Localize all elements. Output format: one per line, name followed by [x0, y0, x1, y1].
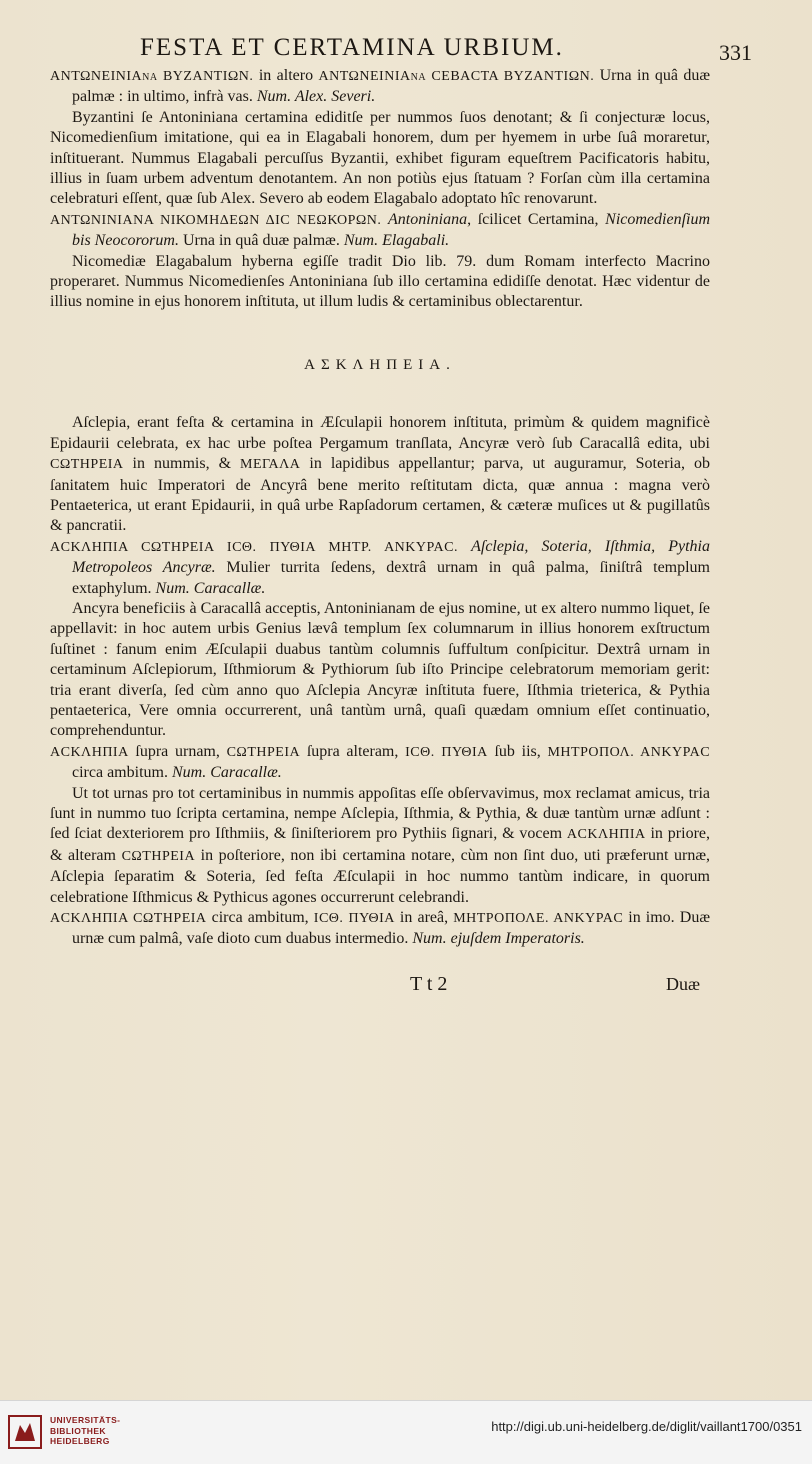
- italic-text: Num. Elagabali.: [343, 232, 450, 250]
- greek-legend: ΑΝΤΩΝΕΙΝΙΑνα ϹΕΒΑϹΤΑ ΒΥΖΑΝΤΙΩΝ.: [318, 69, 595, 84]
- library-name-line: HEIDELBERG: [50, 1436, 110, 1446]
- body-text: [50, 66, 710, 1000]
- text-run: Urna in quâ duæ palmæ.: [178, 232, 344, 250]
- library-logo[interactable]: [8, 1411, 168, 1455]
- italic-text: Aſclepia, Soteria, Iſthmia, Pythia Metropoleos Ancyræ.: [72, 537, 710, 577]
- page-header: [60, 34, 752, 66]
- text-run: Byzantini ſe Antoniniana certamina ediditſe per nummos ſuos denotant; & ſi conjecturæ locus, Nicomedienſium imitatione, qui ea in Elagabali honorem, dum per hyemem in urbe ſuâ moraretur, inſtituerant. Nummus Elagabali percuſſus Byzantii, exhibet figuram equeſtrem Pacificatoris habitu, illius in ſuam urbem adventum denotantem. An non potiùs ejus ſtatuam ? Forſan cùm illa certamina celebraturi eſſent, quæ ſub Alex. Severo ab eodem Elagabalo adoptato hîc renovarunt.: [50, 108, 710, 208]
- text-run: [458, 538, 471, 555]
- library-name: [50, 1415, 120, 1447]
- greek-legend: ΙϹΘ. ΠΥΘΙΑ: [313, 911, 395, 927]
- text-run: ſupra urnam,: [128, 742, 227, 760]
- greek-legend: ϹΩΤΗΡΕΙΑ: [226, 744, 301, 760]
- greek-legend: ϹΩΤΗΡΕΙΑ: [121, 848, 196, 864]
- text-run: , ſcilicet Certamina,: [467, 210, 606, 228]
- coin-inscription-entry: [50, 908, 710, 950]
- text-run: in imo. Duæ urnæ cum palmâ, vaſe dioto cum duabus intermedio.: [72, 909, 710, 948]
- paragraph: [50, 599, 710, 742]
- text-run: in altero: [253, 67, 319, 84]
- catchword: Duæ: [665, 973, 700, 994]
- permalink-url[interactable]: http://digi.ub.uni-heidelberg.de/diglit/vaillant1700/0351: [491, 1419, 802, 1434]
- paragraph: [50, 413, 710, 536]
- text-run: in lapidibus appellantur; parva, ut auguramur, Soteria, ob ſanitatem huic Imperatori de Ancyrâ bene merito reſtitutam dicta, quæ annua : magna verò Pentaeterica, ut erant Epidaurii, in quâ urbe Rapſadorum certamen, & cæteræ muſices ut & pugillatûs & pancratii.: [50, 455, 710, 535]
- text-run: Ut tot urnas pro tot certaminibus in nummis appoſitas eſſe obſervavimus, mox reclamat amicus, tria ſunt in nummo tuo ſcripta certamina, nempe Aſclepia, Iſthmia, & Pythia, & duæ tantùm urnæ adſunt : ſed ſciat dexteriorem pro Iſthmiis, & ſiniſteriorem pro Pythiis ſignari, & vocem: [50, 784, 710, 843]
- greek-legend: ΜΗΤΡΟΠΟΛΕ. ΑΝΚΥΡΑϹ: [453, 911, 624, 927]
- paragraph: [50, 108, 710, 210]
- text-run: ſub iis,: [487, 742, 548, 760]
- section-title: ΑΣΚΛΗΠΕΙΑ.: [304, 356, 456, 373]
- page-signature-row: [50, 974, 710, 1000]
- greek-legend: ΜΗΤΡΟΠΟΛ. ΑΝΚΥΡΑϹ: [547, 744, 711, 760]
- running-title: FESTA ET CERTAMINA URBIUM.: [140, 34, 564, 61]
- library-lion-icon: [8, 1415, 42, 1449]
- page-number: 331: [719, 40, 752, 65]
- paragraph: [50, 252, 710, 313]
- greek-legend: ΑϹΚΛΗΠΙΑ ϹΩΤΗΡΕΙΑ: [50, 911, 207, 927]
- coin-inscription-entry: [50, 66, 711, 108]
- italic-text: Num. Caracallæ.: [171, 764, 282, 782]
- text-run: Mulier turrita ſedens, dextrâ urnam in quâ palma, ſiniſtrâ templum extaphylum.: [72, 559, 711, 597]
- text-run: ſupra alteram,: [300, 742, 406, 760]
- text-run: in priore, & alteram: [50, 825, 710, 864]
- italic-text: Num. Caracallæ.: [155, 579, 266, 597]
- text-run: Ancyra beneficiis à Caracallâ acceptis, Antoninianam de ejus nomine, ut ex altero nummo liquet, ſe appellavit: in hoc autem urbis Genius lævâ templum ſex columnarum in illius honorem exſtructum ſuſtinet : fanum enim Æſculapii duabus tantùm columnis ſuffultum conſpicitur. Dextrâ urnam in certaminum Aſclepiorum, Iſthmiorum & Pythiorum ſub iſto Principe celebratorum memoriam gerit: tria erant diverſa, ſed cùm anno quo Aſclepia Ancyræ inſtituta fuere, Iſthmia trieterica, & Pythia pentaeterica, Vere omnia occurrerent, unâ tantùm urnâ, quaſi quædam omnium eſſet continuatio, comprehenduntur.: [50, 599, 710, 740]
- greek-legend: ΙϹΘ. ΠΥΘΙΑ: [405, 744, 488, 760]
- greek-legend: ϹΩΤΗΡΕΙΑ: [50, 457, 124, 473]
- italic-text: Num. Alex. Severi.: [256, 88, 376, 106]
- text-run: circa ambitum,: [206, 909, 314, 927]
- text-run: Aſclepia, erant feſta & certamina in Æſculapii honorem inſtituta, primùm & quidem magnificè Epidaurii celebrata, ex hac urbe poſtea Pergamum tranſlata, Ancyræ verò ſub Caracallâ edita, ubi: [50, 414, 710, 452]
- coin-inscription-entry: [50, 537, 711, 599]
- greek-legend: ΑϹΚΛΗΠΙΑ: [566, 827, 646, 843]
- greek-legend: ΑϹΚΛΗΠΙΑ ϹΩΤΗΡΕΙΑ ΙϹΘ. ΠΥΘΙΑ ΜΗΤΡ. ΑΝΚΥΡΑϹ.: [50, 539, 458, 555]
- text-run: in nummis, &: [123, 455, 241, 473]
- text-run: circa ambitum.: [72, 764, 172, 782]
- italic-text: Nicomedienſium bis Neocororum.: [72, 210, 711, 250]
- text-run: in poſteriore, non ibi certamina notare, cùm non ſint duo, uti præferunt urnæ, Aſclepia ſeparatim & Soteria, ſed feſta Æſculapii in hoc nummo tantùm indicare, in quorum celebratione Iſthmicus & Pythicus agones occurrerunt celebrandi.: [50, 846, 710, 906]
- library-name-line: BIBLIOTHEK: [50, 1425, 106, 1436]
- greek-legend: ΑϹΚΛΗΠΙΑ: [50, 744, 129, 760]
- greek-legend: ΑΝΤΩΝΙΝΙΑΝΑ ΝΙΚΟΜΗΔΕΩΝ ΔΙϹ ΝΕΩΚΟΡΩΝ.: [50, 212, 382, 228]
- viewer-footer: [0, 1400, 812, 1464]
- greek-legend: ΑΝΤΩΝΕΙΝΙΑνα ΒΥΖΑΝΤΙΩΝ.: [50, 69, 254, 84]
- text-run: Urna in quâ duæ palmæ : in ultimo, infrà vas.: [72, 67, 711, 106]
- coin-inscription-entry: [50, 742, 711, 784]
- text-block-asclepia: [50, 413, 710, 950]
- italic-text: Antoniniana: [388, 210, 468, 228]
- coin-inscription-entry: [50, 210, 711, 252]
- signature-mark: T t 2: [410, 972, 448, 995]
- text-block-byzantium-nicomedia: [50, 66, 710, 313]
- greek-legend: ΜΕΓΑΛΑ: [240, 457, 301, 473]
- italic-text: Num. ejuſdem Imperatoris.: [412, 930, 585, 948]
- paragraph: [50, 784, 710, 908]
- text-run: in areâ,: [394, 909, 454, 927]
- library-name-line: UNIVERSITÄTS-: [50, 1415, 121, 1425]
- text-run: Nicomediæ Elagabalum hyberna egiſſe tradit Dio lib. 79. dum Romam interfecto Macrino properaret. Nummus Nicomedienſes Antoniniana ſub illo certamina edidiſſe denotat. Hæc videntur de illius nomine in ejus honorem inſtituta, ut illum ludis & certaminibus oblectarentur.: [50, 252, 710, 311]
